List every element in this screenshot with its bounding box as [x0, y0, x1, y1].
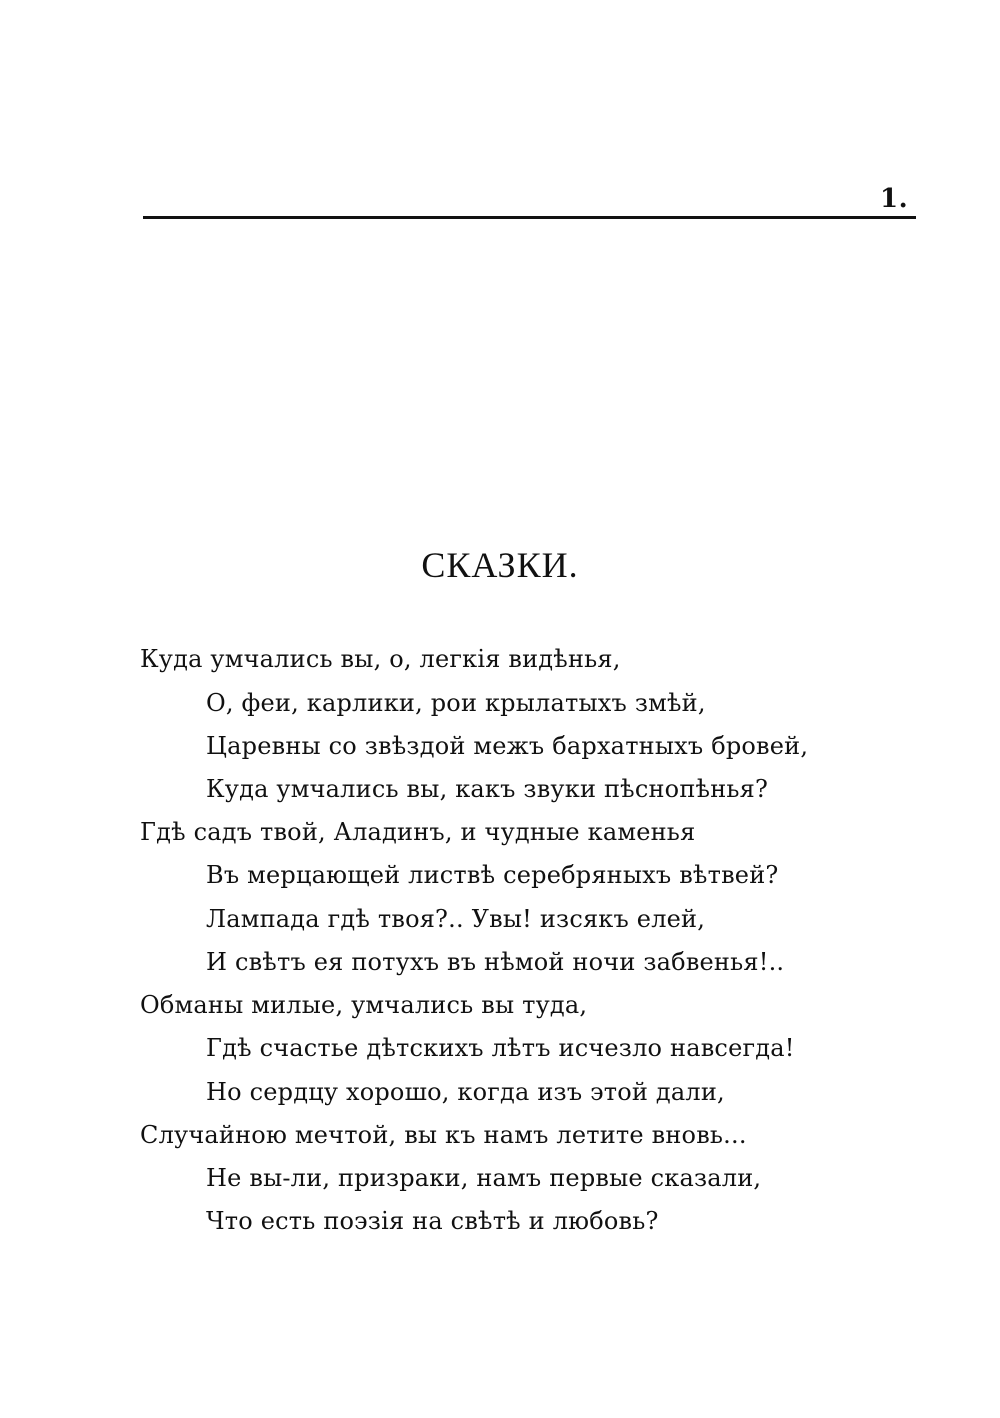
poem-line: Царевны со звѣздой межъ бархатныхъ бровей, — [206, 732, 809, 760]
poem-line: Обманы милые, умчались вы туда, — [140, 991, 588, 1019]
poem-line: Куда умчались вы, о, легкія видѣнья, — [140, 645, 621, 673]
poem-line: Въ мерцающей листвѣ серебряныхъ вѣтвей? — [206, 861, 779, 889]
poem-line: Гдѣ садъ твой, Аладинъ, и чудные каменья — [140, 818, 696, 846]
poem-line: Лампада гдѣ твоя?.. Увы! изсякъ елей, — [206, 905, 706, 933]
poem-line: Куда умчались вы, какъ звуки пѣснопѣнья? — [206, 775, 769, 803]
poem-line: И свѣтъ ея потухъ въ нѣмой ночи забвенья!.. — [206, 948, 785, 976]
poem-line: Но сердцу хорошо, когда изъ этой дали, — [206, 1078, 725, 1106]
header-rule — [143, 216, 916, 219]
poem-line: Что есть поэзія на свѣтѣ и любовь? — [206, 1207, 659, 1235]
poem-title: СКАЗКИ. — [421, 545, 579, 585]
poem-line: Случайною мечтой, вы къ намъ летите вновь... — [140, 1121, 747, 1149]
poem-line: Не вы-ли, призраки, намъ первые сказали, — [206, 1164, 762, 1192]
page-number: 1. — [880, 184, 909, 214]
poem-line: О, феи, карлики, рои крылатыхъ змѣй, — [206, 689, 706, 717]
poem-line: Гдѣ счастье дѣтскихъ лѣтъ исчезло навсегда! — [206, 1034, 795, 1062]
